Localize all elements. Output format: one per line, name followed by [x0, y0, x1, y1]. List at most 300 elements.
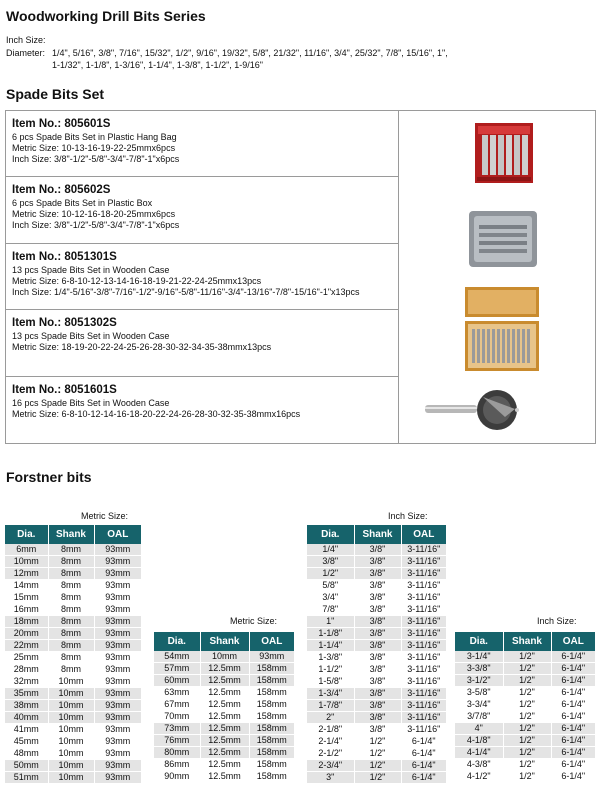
- table-cell: 3/8": [354, 640, 401, 652]
- table-row: [154, 699, 294, 711]
- table-cell: 1/2": [503, 759, 551, 771]
- table-cell: 1/2": [307, 568, 354, 580]
- table-cell: 2-1/2": [307, 748, 354, 760]
- table-cell: 50mm: [5, 760, 48, 772]
- table-cell: 93mm: [94, 616, 141, 628]
- table-row: [154, 735, 294, 747]
- table-cell: 12.5mm: [200, 663, 249, 675]
- table-cell: 1-5/8": [307, 676, 354, 688]
- table-row: [307, 712, 446, 724]
- table-cell: 16mm: [5, 604, 48, 616]
- item-description: 13 pcs Spade Bits Set in Wooden Case: [12, 331, 170, 342]
- table-row: [5, 700, 141, 712]
- table-row: [154, 723, 294, 735]
- table-cell: 3-3/8": [455, 663, 503, 675]
- metric-caption-2: Metric Size:: [230, 616, 278, 626]
- table-cell: 10mm: [48, 712, 94, 724]
- table-cell: 3-11/16": [401, 712, 446, 724]
- table-row: [154, 651, 294, 663]
- table-cell: 1/2": [354, 760, 401, 772]
- table-row: [5, 760, 141, 772]
- table-cell: 8mm: [48, 628, 94, 640]
- table-row: [307, 592, 446, 604]
- table-cell: 3/8": [354, 568, 401, 580]
- table-cell: 3/8": [354, 580, 401, 592]
- table-cell: 3/8": [354, 688, 401, 700]
- table-cell: 6-1/4": [401, 760, 446, 772]
- table-cell: 93mm: [94, 676, 141, 688]
- table-row: [5, 748, 141, 760]
- table-row: [455, 699, 595, 711]
- table-cell: 4-1/4": [455, 747, 503, 759]
- table-cell: 1/2": [503, 663, 551, 675]
- table-cell: 80mm: [154, 747, 200, 759]
- table-row: [154, 663, 294, 675]
- table-cell: 1/2": [503, 735, 551, 747]
- spade-section-title: Spade Bits Set: [6, 86, 105, 102]
- inch-caption-2: Inch Size:: [537, 616, 577, 626]
- table-cell: 93mm: [94, 664, 141, 676]
- table-cell: 6-1/4": [551, 735, 595, 747]
- table-cell: 32mm: [5, 676, 48, 688]
- table-cell: 10mm: [48, 736, 94, 748]
- table-row: [307, 700, 446, 712]
- diameter-list: [6, 47, 596, 71]
- table-cell: 3-5/8": [455, 687, 503, 699]
- table-row: [307, 676, 446, 688]
- table-cell: 3-11/16": [401, 676, 446, 688]
- column-header: Shank: [200, 632, 249, 651]
- item-size-inch: Inch Size: 3/8"-1/2"-5/8"-3/4"-7/8"-1"x6pcs: [12, 154, 180, 164]
- table-cell: 1-1/4": [307, 640, 354, 652]
- table-cell: 4-3/8": [455, 759, 503, 771]
- table-cell: 93mm: [94, 556, 141, 568]
- table-cell: 8mm: [48, 580, 94, 592]
- table-cell: 12.5mm: [200, 711, 249, 723]
- table-cell: 1/2": [354, 772, 401, 784]
- table-cell: 3-11/16": [401, 688, 446, 700]
- item-number: Item No.: 805601S: [12, 118, 111, 130]
- table-cell: 93mm: [249, 651, 294, 663]
- column-header: OAL: [94, 525, 141, 544]
- table-cell: 40mm: [5, 712, 48, 724]
- table-row: [307, 748, 446, 760]
- spade-item: [6, 377, 398, 443]
- spade-item-list: [6, 111, 399, 443]
- table-cell: 3/8": [354, 676, 401, 688]
- table-cell: 10mm: [48, 688, 94, 700]
- table-cell: 1-1/2": [307, 664, 354, 676]
- column-header: Dia.: [154, 632, 200, 651]
- item-number: Item No.: 8051302S: [12, 317, 117, 330]
- table-cell: 4": [455, 723, 503, 735]
- table-row: [5, 604, 141, 616]
- table-cell: 1/2": [354, 748, 401, 760]
- table-cell: 1-7/8": [307, 700, 354, 712]
- table-cell: 3/8": [354, 592, 401, 604]
- table-cell: 25mm: [5, 652, 48, 664]
- table-row: [455, 651, 595, 663]
- table-cell: 8mm: [48, 568, 94, 580]
- diameter-line-2: 1-1/32", 1-1/8", 1-3/16", 1-1/4", 1-3/8", 1-1/2", 1-9/16": [52, 60, 263, 70]
- table-cell: 2": [307, 712, 354, 724]
- column-header: Shank: [48, 525, 94, 544]
- item-description: 16 pcs Spade Bits Set in Wooden Case: [12, 397, 170, 408]
- spade-item: [6, 111, 398, 177]
- table-cell: 10mm: [48, 676, 94, 688]
- table-row: [5, 664, 141, 676]
- table-cell: 51mm: [5, 772, 48, 784]
- table-cell: 1/2": [503, 771, 551, 783]
- table-cell: 5/8": [307, 580, 354, 592]
- table-cell: 3-11/16": [401, 616, 446, 628]
- table-row: [5, 676, 141, 688]
- table-cell: 12.5mm: [200, 699, 249, 711]
- column-header: Dia.: [5, 525, 48, 544]
- item-number: Item No.: 8051601S: [12, 383, 117, 396]
- table-cell: 20mm: [5, 628, 48, 640]
- table-cell: 1/2": [503, 723, 551, 735]
- table-cell: 8mm: [48, 652, 94, 664]
- table-cell: 3-11/16": [401, 604, 446, 616]
- table-row: [307, 628, 446, 640]
- table-cell: 8mm: [48, 556, 94, 568]
- item-description: 6 pcs Spade Bits Set in Plastic Box: [12, 198, 153, 209]
- table-cell: 8mm: [48, 664, 94, 676]
- table-cell: 93mm: [94, 604, 141, 616]
- table-cell: 3/8": [354, 556, 401, 568]
- table-row: [307, 604, 446, 616]
- spade-item: [6, 310, 398, 376]
- table-cell: 158mm: [249, 711, 294, 723]
- table-cell: 10mm: [5, 556, 48, 568]
- table-cell: 6-1/4": [551, 711, 595, 723]
- table-cell: 3-11/16": [401, 580, 446, 592]
- table-cell: 4-1/2": [455, 771, 503, 783]
- table-cell: 63mm: [154, 687, 200, 699]
- inch-size-label: Inch Size:: [6, 35, 46, 45]
- table-cell: 28mm: [5, 664, 48, 676]
- table-cell: 22mm: [5, 640, 48, 652]
- table-cell: 158mm: [249, 759, 294, 771]
- table-cell: 158mm: [249, 699, 294, 711]
- table-cell: 1": [307, 616, 354, 628]
- table-cell: 3-11/16": [401, 544, 446, 556]
- table-cell: 2-1/8": [307, 724, 354, 736]
- table-cell: 93mm: [94, 592, 141, 604]
- hang-bag-image: [475, 123, 533, 188]
- table-row: [5, 772, 141, 784]
- table-cell: 93mm: [94, 700, 141, 712]
- table-cell: 93mm: [94, 568, 141, 580]
- table-cell: 41mm: [5, 724, 48, 736]
- table-cell: 3-11/16": [401, 664, 446, 676]
- table-cell: 3-11/16": [401, 700, 446, 712]
- table-cell: 93mm: [94, 652, 141, 664]
- table-cell: 4-1/8": [455, 735, 503, 747]
- table-cell: 1/2": [503, 711, 551, 723]
- page-title: Woodworking Drill Bits Series: [6, 8, 206, 24]
- table-cell: 8mm: [48, 604, 94, 616]
- table-cell: 12.5mm: [200, 747, 249, 759]
- table-row: [154, 771, 294, 783]
- table-cell: 8mm: [48, 592, 94, 604]
- table-row: [455, 687, 595, 699]
- table-cell: 8mm: [48, 544, 94, 556]
- table-cell: 12.5mm: [200, 723, 249, 735]
- table-cell: 3/8": [354, 664, 401, 676]
- table-cell: 3/8": [354, 712, 401, 724]
- table-row: [307, 772, 446, 784]
- table-cell: 1/2": [503, 687, 551, 699]
- table-cell: 1/2": [503, 675, 551, 687]
- table-row: [455, 675, 595, 687]
- table-row: [154, 759, 294, 771]
- table-cell: 3-11/16": [401, 640, 446, 652]
- table-cell: 10mm: [48, 724, 94, 736]
- table-row: [307, 556, 446, 568]
- table-cell: 6-1/4": [551, 759, 595, 771]
- table-row: [307, 652, 446, 664]
- table-cell: 10mm: [48, 748, 94, 760]
- table-cell: 1/4": [307, 544, 354, 556]
- table-cell: 93mm: [94, 640, 141, 652]
- table-cell: 158mm: [249, 675, 294, 687]
- table-cell: 158mm: [249, 723, 294, 735]
- spade-item: [6, 244, 398, 310]
- table-row: [455, 747, 595, 759]
- table-row: [307, 664, 446, 676]
- column-header: OAL: [249, 632, 294, 651]
- table-row: [455, 735, 595, 747]
- table-cell: 3-11/16": [401, 568, 446, 580]
- table-row: [455, 663, 595, 675]
- table-cell: 3-11/16": [401, 556, 446, 568]
- table-cell: 158mm: [249, 687, 294, 699]
- table-cell: 3/4": [307, 592, 354, 604]
- table-cell: 3-11/16": [401, 724, 446, 736]
- table-cell: 6-1/4": [551, 663, 595, 675]
- table-cell: 6mm: [5, 544, 48, 556]
- table-cell: 3/8": [354, 652, 401, 664]
- table-cell: 48mm: [5, 748, 48, 760]
- table-cell: 1/2": [354, 736, 401, 748]
- item-number: Item No.: 805602S: [12, 184, 111, 197]
- table-cell: 1/2": [503, 651, 551, 663]
- table-cell: 8mm: [48, 616, 94, 628]
- table-cell: 3-11/16": [401, 592, 446, 604]
- table-cell: 10mm: [48, 772, 94, 784]
- table-cell: 10mm: [48, 700, 94, 712]
- table-row: [154, 747, 294, 759]
- inch-table-2: [455, 632, 595, 783]
- table-cell: 2-3/4": [307, 760, 354, 772]
- item-size-metric: Metric Size: 6-8-10-12-13-14-16-18-19-21-22-24-25mmx13pcs: [12, 275, 262, 286]
- table-cell: 3-3/4": [455, 699, 503, 711]
- table-cell: 1-3/4": [307, 688, 354, 700]
- table-cell: 6-1/4": [401, 736, 446, 748]
- table-cell: 6-1/4": [401, 772, 446, 784]
- column-header: Shank: [354, 525, 401, 544]
- table-cell: 93mm: [94, 748, 141, 760]
- table-cell: 158mm: [249, 663, 294, 675]
- spade-item: [6, 177, 398, 243]
- table-row: [307, 688, 446, 700]
- plastic-box-image: [469, 211, 537, 272]
- table-cell: 158mm: [249, 771, 294, 783]
- wooden-case-image: [465, 287, 539, 376]
- table-cell: 3/8": [354, 616, 401, 628]
- table-cell: 54mm: [154, 651, 200, 663]
- table-cell: 93mm: [94, 580, 141, 592]
- table-cell: 3/8": [354, 628, 401, 640]
- table-cell: 12.5mm: [200, 675, 249, 687]
- item-size-inch: Inch Size: 1/4"-5/16"-3/8"-7/16"-1/2"-9/16"-5/8"-11/16"-3/4"-13/16"-7/8"-15/16"-1"x13pcs: [12, 286, 360, 297]
- spade-bits-box: [5, 110, 596, 444]
- table-row: [5, 580, 141, 592]
- table-cell: 6-1/4": [551, 699, 595, 711]
- table-cell: 3/8": [354, 604, 401, 616]
- table-cell: 10mm: [200, 651, 249, 663]
- table-cell: 158mm: [249, 747, 294, 759]
- table-cell: 15mm: [5, 592, 48, 604]
- table-cell: 7/8": [307, 604, 354, 616]
- table-cell: 57mm: [154, 663, 200, 675]
- table-cell: 12.5mm: [200, 771, 249, 783]
- metric-table-1: [5, 525, 141, 784]
- table-cell: 12.5mm: [200, 687, 249, 699]
- item-size-metric: Metric Size: 6-8-10-12-14-16-18-20-22-24-26-28-30-32-35-38mmx16pcs: [12, 408, 301, 419]
- table-cell: 93mm: [94, 688, 141, 700]
- table-row: [5, 556, 141, 568]
- forstner-section-title: Forstner bits: [6, 469, 92, 485]
- table-cell: 86mm: [154, 759, 200, 771]
- table-cell: 1-1/8": [307, 628, 354, 640]
- table-cell: 93mm: [94, 712, 141, 724]
- column-header: Dia.: [455, 632, 503, 651]
- table-cell: 8mm: [48, 640, 94, 652]
- column-header: Shank: [503, 632, 551, 651]
- table-row: [455, 723, 595, 735]
- table-cell: 158mm: [249, 735, 294, 747]
- table-cell: 10mm: [48, 760, 94, 772]
- item-description: 6 pcs Spade Bits Set in Plastic Hang Bag: [12, 132, 177, 142]
- column-header: OAL: [401, 525, 446, 544]
- table-cell: 12mm: [5, 568, 48, 580]
- table-cell: 3-1/4": [455, 651, 503, 663]
- inch-caption-1: Inch Size:: [388, 511, 428, 521]
- table-cell: 18mm: [5, 616, 48, 628]
- table-cell: 60mm: [154, 675, 200, 687]
- metric-caption-1: Metric Size:: [81, 511, 129, 521]
- table-row: [5, 616, 141, 628]
- inch-table-1: [307, 525, 446, 784]
- table-cell: 73mm: [154, 723, 200, 735]
- diameter-label: Diameter:: [6, 48, 46, 58]
- table-cell: 90mm: [154, 771, 200, 783]
- table-cell: 6-1/4": [551, 723, 595, 735]
- table-cell: 12.5mm: [200, 759, 249, 771]
- table-cell: 6-1/4": [551, 687, 595, 699]
- table-row: [307, 640, 446, 652]
- table-row: [5, 628, 141, 640]
- table-cell: 3-11/16": [401, 652, 446, 664]
- item-size-metric: Metric Size: 10-13-16-19-22-25mmx6pcs: [12, 143, 176, 153]
- table-cell: 35mm: [5, 688, 48, 700]
- diameter-line-1: 1/4", 5/16", 3/8", 7/16", 15/32", 1/2", 9/16", 19/32", 5/8", 21/32", 11/16", 3/4", 25/32", 7/8", 15/16", 1",: [52, 48, 448, 58]
- table-row: [307, 568, 446, 580]
- table-row: [455, 759, 595, 771]
- table-cell: 6-1/4": [551, 771, 595, 783]
- table-row: [5, 724, 141, 736]
- item-size-metric: Metric Size: 10-12-16-18-20-25mmx6pcs: [12, 209, 176, 220]
- table-row: [455, 711, 595, 723]
- table-cell: 70mm: [154, 711, 200, 723]
- table-cell: 3/8": [354, 724, 401, 736]
- table-cell: 3": [307, 772, 354, 784]
- table-row: [307, 724, 446, 736]
- table-cell: 3/8": [354, 700, 401, 712]
- table-cell: 2-1/4": [307, 736, 354, 748]
- table-cell: 14mm: [5, 580, 48, 592]
- table-cell: 3/8": [354, 544, 401, 556]
- table-cell: 45mm: [5, 736, 48, 748]
- table-row: [154, 675, 294, 687]
- table-cell: 93mm: [94, 724, 141, 736]
- metric-table-2: [154, 632, 294, 783]
- column-header: Dia.: [307, 525, 354, 544]
- table-row: [5, 688, 141, 700]
- table-cell: 38mm: [5, 700, 48, 712]
- table-row: [5, 640, 141, 652]
- table-cell: 76mm: [154, 735, 200, 747]
- item-size-inch: Inch Size: 3/8"-1/2"-5/8"-3/4"-7/8"-1"x6pcs: [12, 220, 180, 231]
- table-row: [5, 712, 141, 724]
- item-size-metric: Metric Size: 18-19-20-22-24-25-26-28-30-32-34-35-38mmx13pcs: [12, 342, 272, 353]
- table-cell: 6-1/4": [551, 675, 595, 687]
- spade-images: [399, 111, 596, 443]
- table-row: [307, 760, 446, 772]
- table-row: [455, 771, 595, 783]
- table-cell: 67mm: [154, 699, 200, 711]
- table-row: [5, 652, 141, 664]
- table-row: [5, 592, 141, 604]
- table-row: [307, 736, 446, 748]
- table-row: [154, 687, 294, 699]
- table-cell: 1-3/8": [307, 652, 354, 664]
- column-header: OAL: [551, 632, 595, 651]
- table-row: [5, 544, 141, 556]
- table-row: [307, 580, 446, 592]
- table-cell: 93mm: [94, 760, 141, 772]
- table-cell: 1/2": [503, 747, 551, 759]
- table-row: [307, 616, 446, 628]
- table-cell: 12.5mm: [200, 735, 249, 747]
- table-cell: 93mm: [94, 772, 141, 784]
- table-row: [154, 711, 294, 723]
- table-cell: 3/7/8": [455, 711, 503, 723]
- table-cell: 93mm: [94, 736, 141, 748]
- table-cell: 3/8": [307, 556, 354, 568]
- table-row: [5, 736, 141, 748]
- table-cell: 1/2": [503, 699, 551, 711]
- item-number: Item No.: 8051301S: [12, 250, 117, 263]
- forstner-bit-image: [425, 387, 525, 438]
- table-cell: 93mm: [94, 628, 141, 640]
- table-row: [307, 544, 446, 556]
- table-row: [5, 568, 141, 580]
- table-cell: 6-1/4": [551, 747, 595, 759]
